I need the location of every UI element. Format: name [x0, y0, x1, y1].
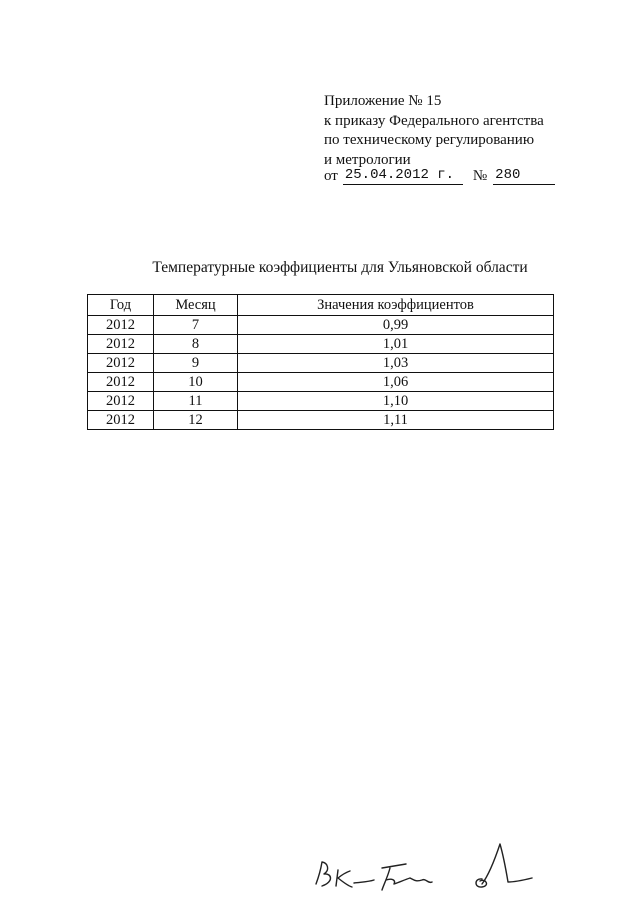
cell-value: 1,10: [238, 392, 554, 411]
cell-year: 2012: [88, 316, 154, 335]
annex-metrology-line: и метрологии: [324, 151, 411, 168]
cell-month: 9: [154, 354, 238, 373]
from-label: от: [324, 168, 338, 184]
cell-value: 1,03: [238, 354, 554, 373]
table-row: [88, 335, 554, 354]
cell-year: 2012: [88, 354, 154, 373]
cell-value: 0,99: [238, 316, 554, 335]
cell-month: 10: [154, 373, 238, 392]
header-year: Год: [88, 295, 154, 316]
cell-month: 12: [154, 411, 238, 430]
cell-year: 2012: [88, 373, 154, 392]
coefficients-table: [87, 294, 554, 430]
cell-month: 7: [154, 316, 238, 335]
table-title: Температурные коэффициенты для Ульяновской области: [152, 259, 528, 276]
table-header-row: [88, 295, 554, 316]
table-row: [88, 392, 554, 411]
cell-year: 2012: [88, 411, 154, 430]
number-label: №: [472, 168, 488, 184]
table-row: [88, 354, 554, 373]
cell-value: 1,06: [238, 373, 554, 392]
annex-title: Приложение № 15: [324, 93, 442, 109]
handwritten-signature: [310, 836, 550, 905]
cell-year: 2012: [88, 335, 154, 354]
cell-month: 8: [154, 335, 238, 354]
header-values: Значения коэффициентов: [238, 295, 554, 316]
annex-agency-line: по техническому регулированию: [324, 132, 535, 148]
table-row: [88, 411, 554, 430]
order-number: 280: [493, 167, 555, 185]
signature-image: [310, 836, 550, 900]
annex-header: [324, 92, 544, 170]
annex-order-line: к приказу Федерального агентства: [324, 112, 544, 129]
order-date: 25.04.2012 г.: [343, 167, 463, 185]
header-month: Месяц: [154, 295, 238, 316]
order-date-number: [324, 167, 555, 185]
cell-month: 11: [154, 392, 238, 411]
cell-value: 1,01: [238, 335, 554, 354]
cell-year: 2012: [88, 392, 154, 411]
table-row: [88, 373, 554, 392]
table-row: [88, 316, 554, 335]
cell-value: 1,11: [238, 411, 554, 430]
